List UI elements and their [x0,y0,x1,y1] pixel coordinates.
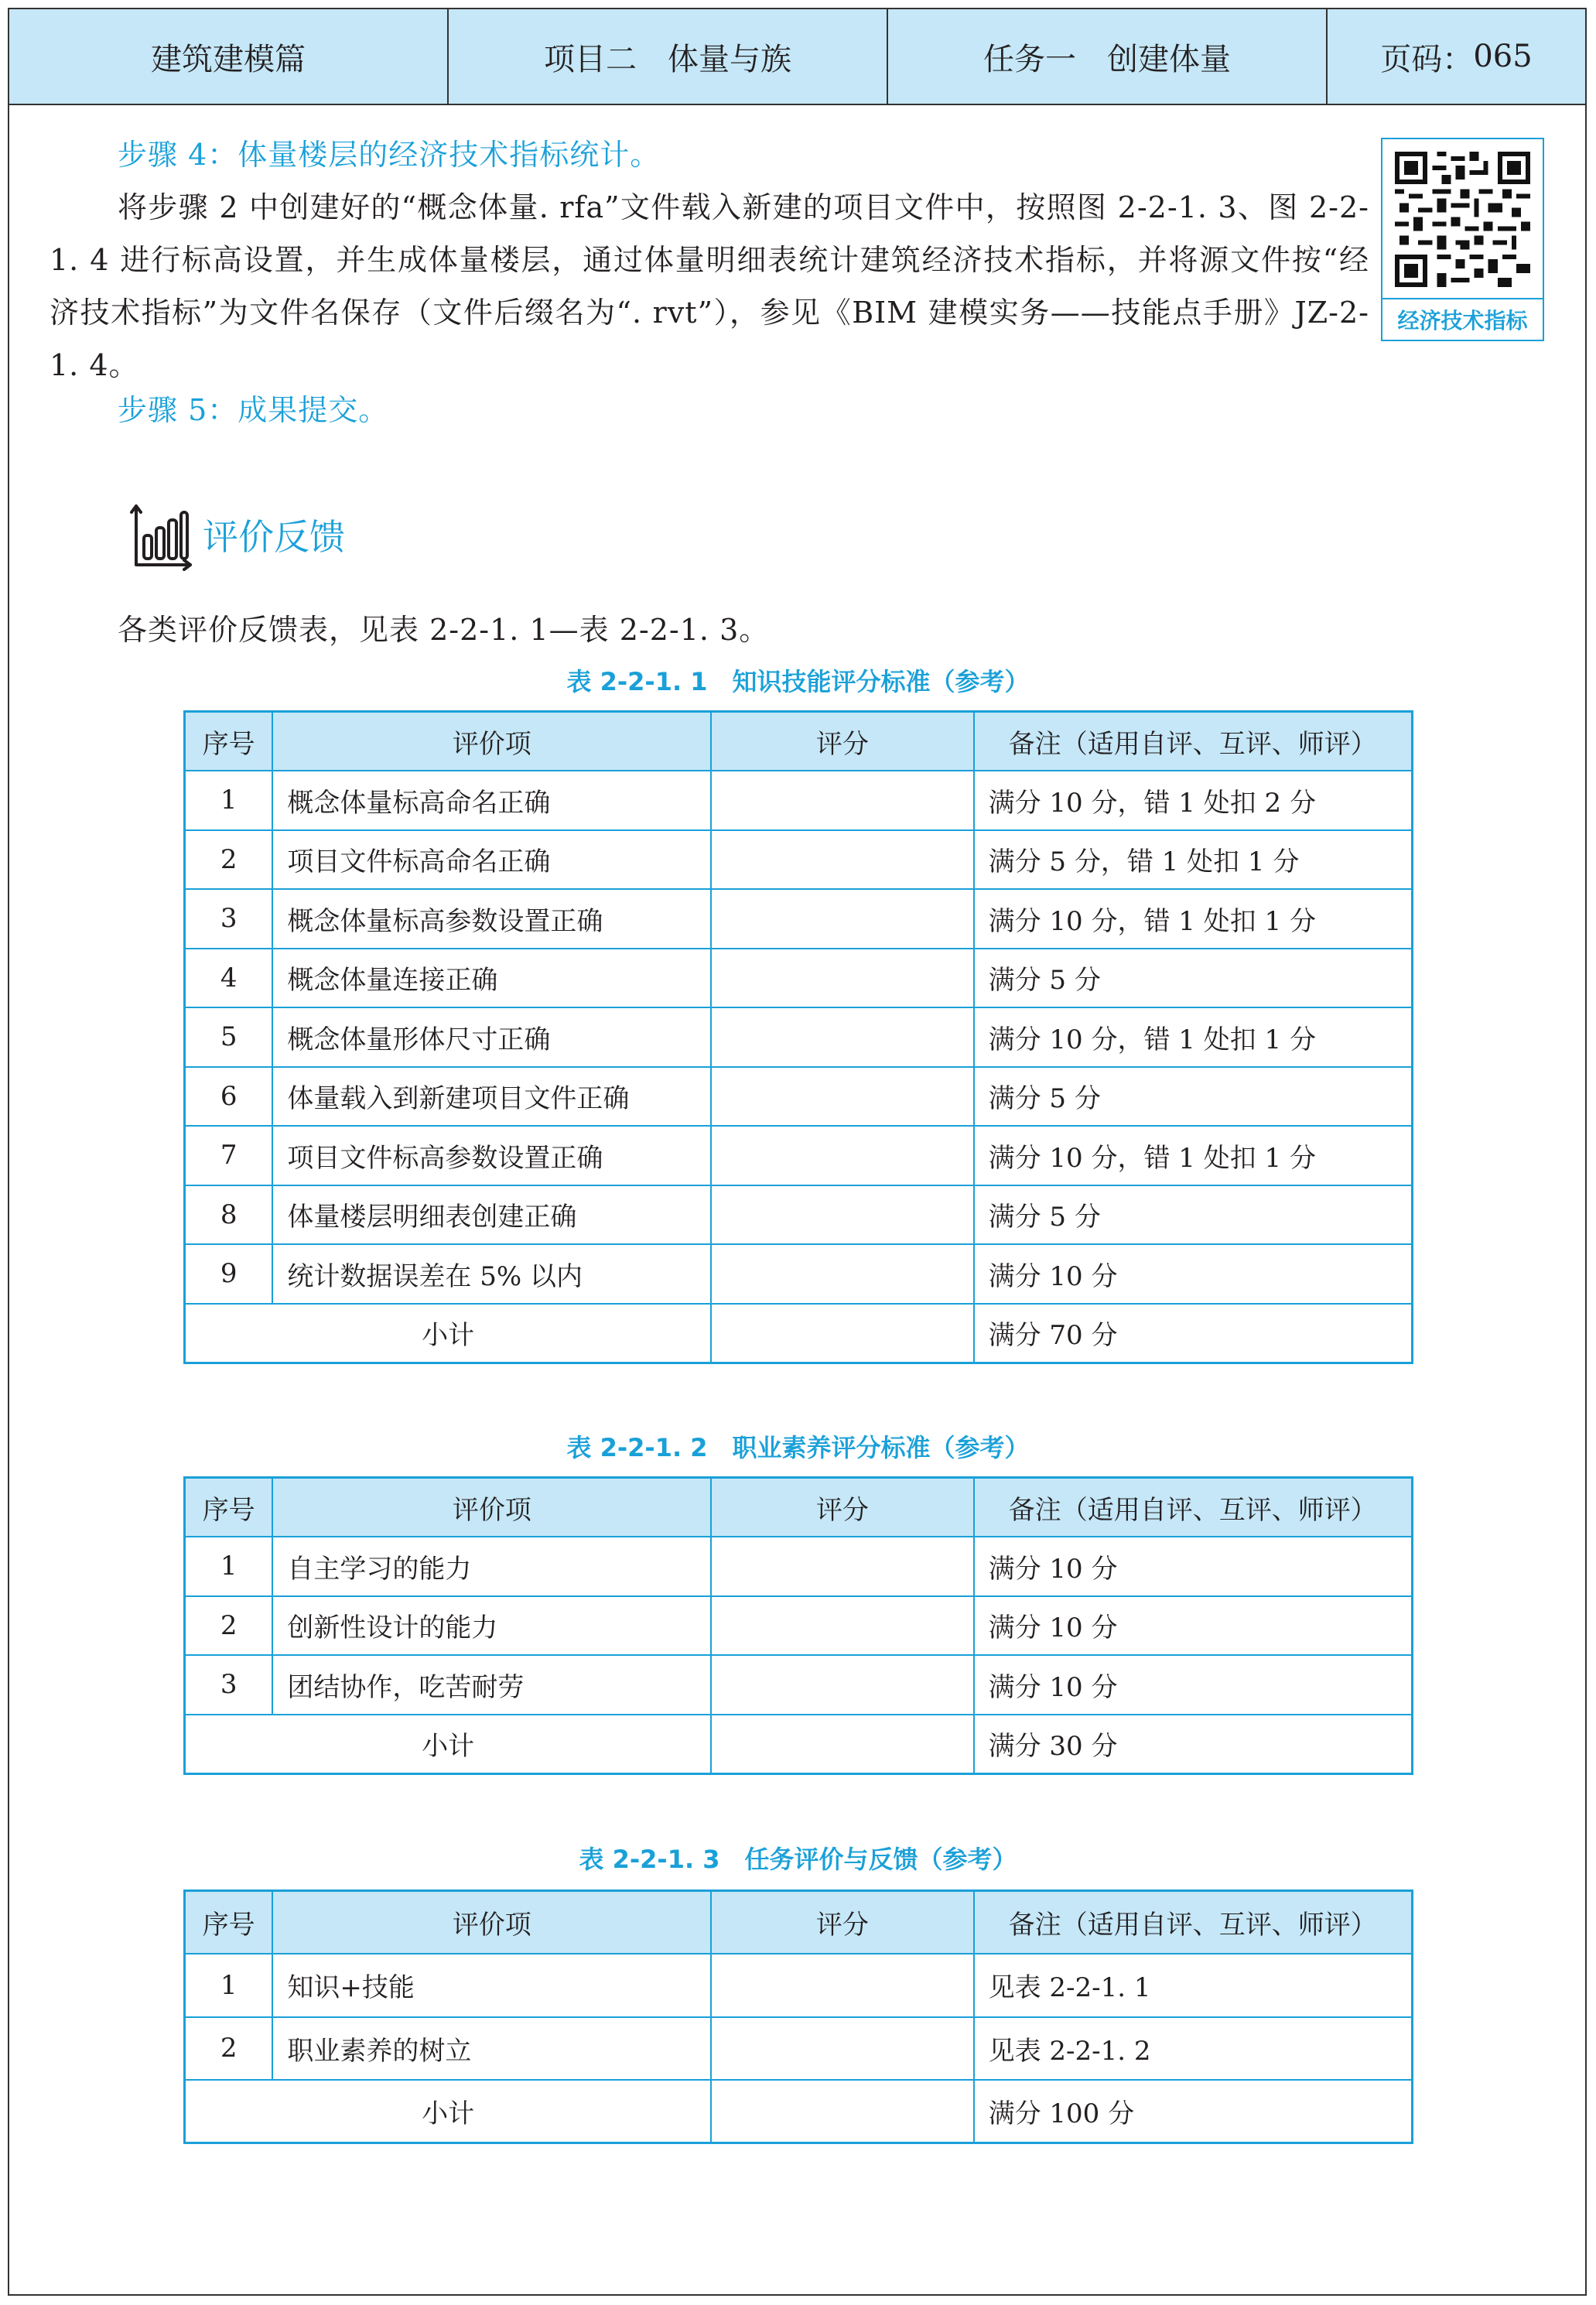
header-task: 任务一 创建体量 [888,9,1328,104]
row-number: 8 [185,1185,273,1245]
table-row [185,889,1413,949]
subtotal-row [185,1715,1413,1774]
table-body [185,1891,1413,2143]
intro-text: 各类评价反馈表，见表 2-2-1. 1—表 2-2-1. 3。 [118,613,770,647]
column-header: 评价项 [272,1478,711,1537]
evaluation-item: 概念体量标高命名正确 [272,771,711,830]
table-header-row [185,712,1413,771]
remark-cell: 满分 10 分，错 1 处扣 1 分 [974,889,1413,949]
evaluation-item: 职业素养的树立 [272,2017,711,2081]
remark-cell: 满分 10 分，错 1 处扣 1 分 [974,1007,1413,1067]
score-cell[interactable] [711,1655,973,1715]
header-project: 项目二 体量与族 [449,9,888,104]
row-number: 9 [185,1244,273,1304]
evaluation-item: 统计数据误差在 5% 以内 [272,1244,711,1304]
table-row [185,2017,1413,2081]
row-number: 5 [185,1007,273,1067]
remark-cell: 满分 10 分 [974,1244,1413,1304]
score-cell[interactable] [711,1954,973,2017]
header-page [1328,9,1585,104]
row-number: 2 [185,1596,273,1656]
remark-cell: 见表 2-2-1. 2 [974,2017,1413,2081]
evaluation-item: 创新性设计的能力 [272,1596,711,1656]
table-row [185,1067,1413,1127]
subtotal-label: 小计 [185,1715,712,1774]
evaluation-item: 概念体量形体尺寸正确 [272,1007,711,1067]
row-number: 7 [185,1126,273,1185]
subtotal-row [185,1304,1413,1363]
evaluation-item: 团结协作，吃苦耐劳 [272,1655,711,1715]
remark-cell: 满分 10 分，错 1 处扣 2 分 [974,771,1413,830]
row-number: 3 [185,1655,273,1715]
score-cell[interactable] [711,771,973,830]
qr-code-icon [1395,152,1530,287]
page-label: 页码： [1380,41,1474,77]
subtotal-score[interactable] [711,1304,973,1363]
subtotal-score[interactable] [711,1715,973,1774]
subtotal-note: 满分 70 分 [974,1304,1413,1363]
page-number: 065 [1473,39,1533,74]
subtotal-label: 小计 [185,1304,712,1363]
column-header: 序号 [185,1891,273,1954]
table1-caption: 表 2-2-1. 1 知识技能评分标准（参考） [566,667,1030,696]
evaluation-item: 体量载入到新建项目文件正确 [272,1067,711,1127]
score-cell[interactable] [711,1244,973,1304]
row-number: 3 [185,889,273,949]
score-cell[interactable] [711,1596,973,1656]
professional-quality-table [183,1476,1413,1775]
subtotal-note: 满分 30 分 [974,1715,1413,1774]
table2-caption: 表 2-2-1. 2 职业素养评分标准（参考） [566,1433,1030,1462]
column-header: 序号 [185,1478,273,1537]
bar-chart-icon [128,501,195,571]
evaluation-item: 项目文件标高参数设置正确 [272,1126,711,1185]
score-cell[interactable] [711,1537,973,1596]
column-header: 评价项 [272,712,711,771]
table-row [185,949,1413,1008]
column-header: 备注（适用自评、互评、师评） [974,1891,1413,1954]
table-body [185,1478,1413,1774]
table-row [185,771,1413,830]
remark-cell: 满分 10 分 [974,1655,1413,1715]
evaluation-item: 概念体量标高参数设置正确 [272,889,711,949]
step4-title: 步骤 4：体量楼层的经济技术指标统计。 [118,138,661,172]
evaluation-item: 项目文件标高命名正确 [272,830,711,890]
running-header [8,8,1587,105]
remark-cell: 见表 2-2-1. 1 [974,1954,1413,2017]
score-cell[interactable] [711,1185,973,1245]
row-number: 1 [185,1954,273,2017]
table-row [185,1596,1413,1656]
table-header-row [185,1891,1413,1954]
row-number: 4 [185,949,273,1008]
table-row [185,1244,1413,1304]
qr-caption: 经济技术指标 [1382,298,1543,340]
task-evaluation-table [183,1889,1413,2144]
step5-title: 步骤 5：成果提交。 [118,393,389,427]
evaluation-item: 体量楼层明细表创建正确 [272,1185,711,1245]
qr-code-block[interactable] [1381,138,1544,341]
table-body [185,712,1413,1363]
score-cell[interactable] [711,1067,973,1127]
row-number: 6 [185,1067,273,1127]
column-header: 评分 [711,712,973,771]
subtotal-row [185,2080,1413,2143]
table-row [185,1185,1413,1245]
score-cell[interactable] [711,949,973,1008]
column-header: 备注（适用自评、互评、师评） [974,1478,1413,1537]
subtotal-score[interactable] [711,2080,973,2143]
section-title: 评价反馈 [203,516,345,558]
row-number: 2 [185,830,273,890]
remark-cell: 满分 10 分 [974,1596,1413,1656]
score-cell[interactable] [711,2017,973,2081]
table-row [185,1007,1413,1067]
column-header: 评价项 [272,1891,711,1954]
remark-cell: 满分 10 分 [974,1537,1413,1596]
column-header: 备注（适用自评、互评、师评） [974,712,1413,771]
evaluation-item: 概念体量连接正确 [272,949,711,1008]
column-header: 评分 [711,1478,973,1537]
table-row [185,1537,1413,1596]
table-row [185,1954,1413,2017]
table-row [185,830,1413,890]
subtotal-note: 满分 100 分 [974,2080,1413,2143]
knowledge-skill-table [183,710,1413,1364]
remark-cell: 满分 10 分，错 1 处扣 1 分 [974,1126,1413,1185]
header-section: 建筑建模篇 [9,9,449,104]
subtotal-label: 小计 [185,2080,712,2143]
score-cell[interactable] [711,830,973,890]
column-header: 评分 [711,1891,973,1954]
score-cell[interactable] [711,1007,973,1067]
remark-cell: 满分 5 分 [974,1067,1413,1127]
evaluation-item: 知识+技能 [272,1954,711,2017]
table-row [185,1655,1413,1715]
row-number: 1 [185,771,273,830]
step4-body: 将步骤 2 中创建好的“概念体量. rfa”文件载入新建的项目文件中，按照图 2-2-1. 3、图 2-2-1. 4 进行标高设置，并生成体量楼层，通过体量明细表统计建筑经济技术指标，并将源文件按“经济技术指标”为文件名保存（文件后缀名为“. rvt”），参见《BIM 建模实务——技能点手册》JZ-2-1. 4。 [50,190,1369,382]
remark-cell: 满分 5 分 [974,949,1413,1008]
table3-caption: 表 2-2-1. 3 任务评价与反馈（参考） [579,1845,1017,1874]
table-header-row [185,1478,1413,1537]
row-number: 2 [185,2017,273,2081]
evaluation-item: 自主学习的能力 [272,1537,711,1596]
remark-cell: 满分 5 分 [974,1185,1413,1245]
score-cell[interactable] [711,889,973,949]
score-cell[interactable] [711,1126,973,1185]
row-number: 1 [185,1537,273,1596]
table-row [185,1126,1413,1185]
remark-cell: 满分 5 分，错 1 处扣 1 分 [974,830,1413,890]
column-header: 序号 [185,712,273,771]
